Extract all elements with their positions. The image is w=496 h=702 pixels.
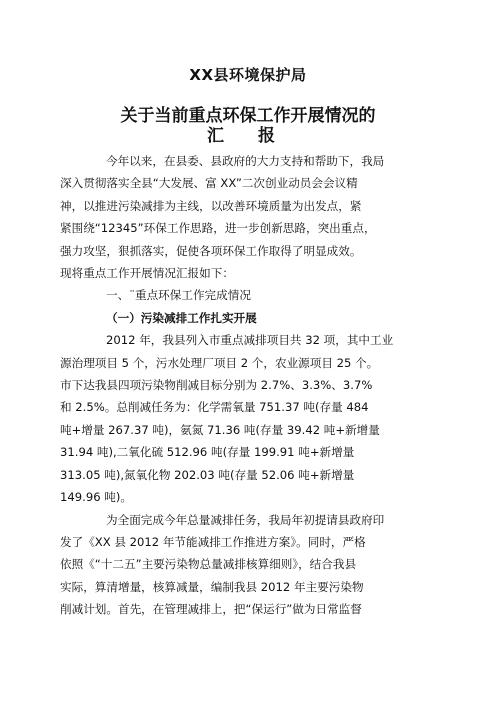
paragraph-line: 强力攻坚，狠抓落实，促使各项环保工作取得了明显成效。	[60, 243, 362, 258]
document-body	[60, 150, 448, 621]
subsection-heading: （一）污染减排工作扎实开展	[106, 310, 257, 325]
paragraph-line: 实际，算清增量，核算减量，编制我县 2012 年主要污染物	[60, 579, 364, 594]
paragraph-line: 现将重点工作开展情况汇报如下：	[60, 266, 234, 281]
paragraph-line: 今年以来，在县委、县政府的大力支持和帮助下，我局	[106, 154, 385, 168]
paragraph-line: 紧围绕“12345”环保工作思路，进一步创新思路，突出重点，	[60, 221, 376, 236]
paragraph-line: 神，以推进污染减排为主线，以改善环境质量为出发点，紧	[60, 198, 362, 213]
paragraph-line: 313.05 吨),氮氧化物 202.03 吨(存量 52.06 吨+新增量	[60, 467, 355, 482]
paragraph-line: 削减计划。首先，在管理减排上，把“保运行”做为日常监督	[60, 602, 362, 617]
paragraph-line: 和 2.5%。总削减任务为：化学需氧量 751.37 吨(存量 484	[60, 400, 369, 415]
paragraph-line: 依照《“十二五”主要污染物总量减排核算细则》，结合我县	[60, 557, 357, 572]
paragraph-line: 2012 年，我县列入市重点减排项目共 32 项，其中工业	[106, 333, 394, 348]
paragraph-line: 市下达我县四项污染物削减目标分别为 2.7%、3.3%、3.7%	[60, 378, 373, 393]
org-title: XX县环境保护局	[189, 66, 307, 84]
report-title-line-1: 关于当前重点环保工作开展情况的	[120, 106, 376, 126]
paragraph-line: 发了《XX 县 2012 年节能减排工作推进方案》。同时，严格	[60, 534, 366, 549]
paragraph-line: 31.94 吨),二氧化硫 512.96 吨(存量 199.91 吨+新增量	[60, 445, 355, 460]
paragraph-line: 吨+增量 267.37 吨)，氨氮 71.36 吨(存量 39.42 吨+新增量	[60, 422, 380, 437]
paragraph-line: 149.96 吨)。	[60, 490, 132, 505]
paragraph-line: 为全面完成今年总量减排任务，我局年初提请县政府印	[106, 512, 385, 527]
section-heading: 一、¨重点环保工作完成情况	[106, 288, 251, 303]
paragraph-line: 源治理项目 5 个，污水处理厂项目 2 个，农业源项目 25 个。	[60, 355, 379, 370]
paragraph-line: 深入贯彻落实全县“大发展、富 XX”二次创业动员会会议精	[60, 176, 358, 191]
report-title-line-2: 汇 报	[207, 126, 289, 146]
